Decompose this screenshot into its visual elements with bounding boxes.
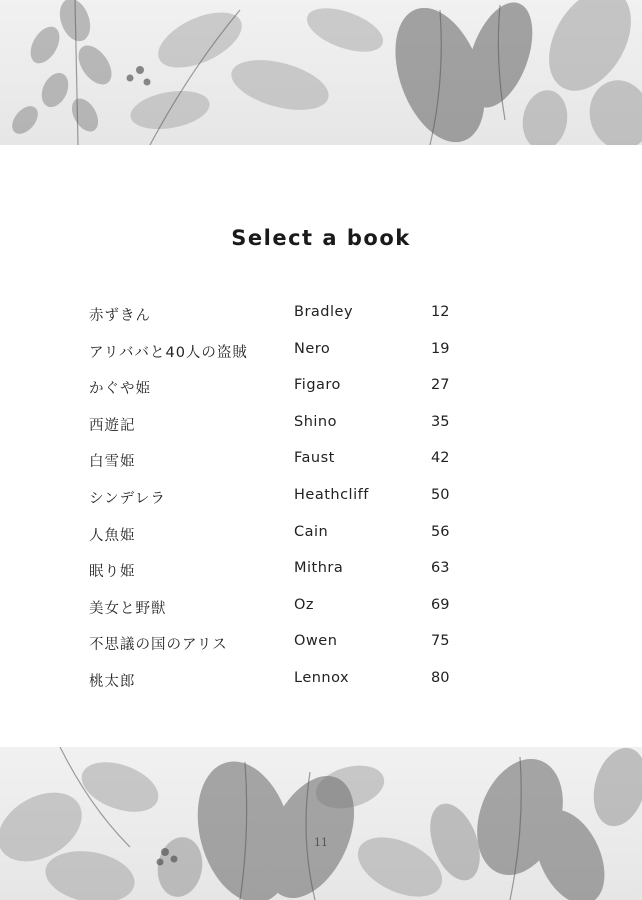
book-title: アリババと40人の盗賊 — [89, 344, 248, 361]
page-number-ref: 56 — [431, 523, 450, 540]
toc-row — [0, 406, 642, 443]
character-name: Owen — [294, 633, 338, 650]
table-of-contents — [0, 296, 642, 699]
page-number-ref: 27 — [431, 377, 450, 394]
character-name: Mithra — [294, 560, 344, 577]
leaves-illustration-bottom — [0, 747, 642, 900]
page-number: 11 — [314, 836, 328, 849]
page-number-ref: 75 — [431, 633, 450, 650]
book-title: 眠り姫 — [89, 564, 136, 581]
book-title: 西遊記 — [89, 417, 136, 434]
page-number-ref: 35 — [431, 413, 450, 430]
bottom-leaf-decoration — [0, 747, 642, 900]
toc-row — [0, 662, 642, 699]
book-title: 美女と野獣 — [89, 600, 167, 617]
character-name: Lennox — [294, 669, 350, 686]
page-number-ref: 42 — [431, 450, 450, 467]
page-number-ref: 80 — [431, 669, 450, 686]
toc-row — [0, 625, 642, 662]
character-name: Cain — [294, 523, 329, 540]
top-leaf-decoration — [0, 0, 642, 145]
book-title: 白雪姫 — [89, 454, 136, 471]
toc-row — [0, 552, 642, 589]
book-title: 桃太郎 — [89, 673, 136, 690]
book-title: シンデレラ — [89, 490, 166, 507]
toc-row — [0, 589, 642, 626]
character-name: Heathcliff — [294, 486, 369, 503]
book-title: 人魚姫 — [89, 527, 136, 544]
leaves-illustration-top — [0, 0, 642, 145]
toc-row — [0, 333, 642, 370]
toc-row — [0, 442, 642, 479]
page-number-ref: 69 — [431, 596, 450, 613]
page-number-ref: 19 — [431, 340, 450, 357]
toc-row — [0, 516, 642, 553]
page-number-ref: 63 — [431, 560, 450, 577]
toc-row — [0, 369, 642, 406]
character-name: Oz — [294, 596, 315, 613]
character-name: Faust — [294, 450, 335, 467]
toc-row — [0, 479, 642, 516]
character-name: Nero — [294, 340, 331, 357]
book-title: 不思議の国のアリス — [89, 637, 228, 654]
page-number-ref: 12 — [431, 304, 450, 320]
page-number-ref: 50 — [431, 486, 450, 503]
book-title: 赤ずきん — [89, 308, 151, 324]
character-name: Shino — [294, 413, 337, 430]
character-name: Figaro — [294, 377, 341, 394]
toc-row — [0, 296, 642, 333]
character-name: Bradley — [294, 304, 354, 320]
book-title: かぐや姫 — [89, 381, 151, 398]
page-title: Select a book — [231, 226, 411, 251]
